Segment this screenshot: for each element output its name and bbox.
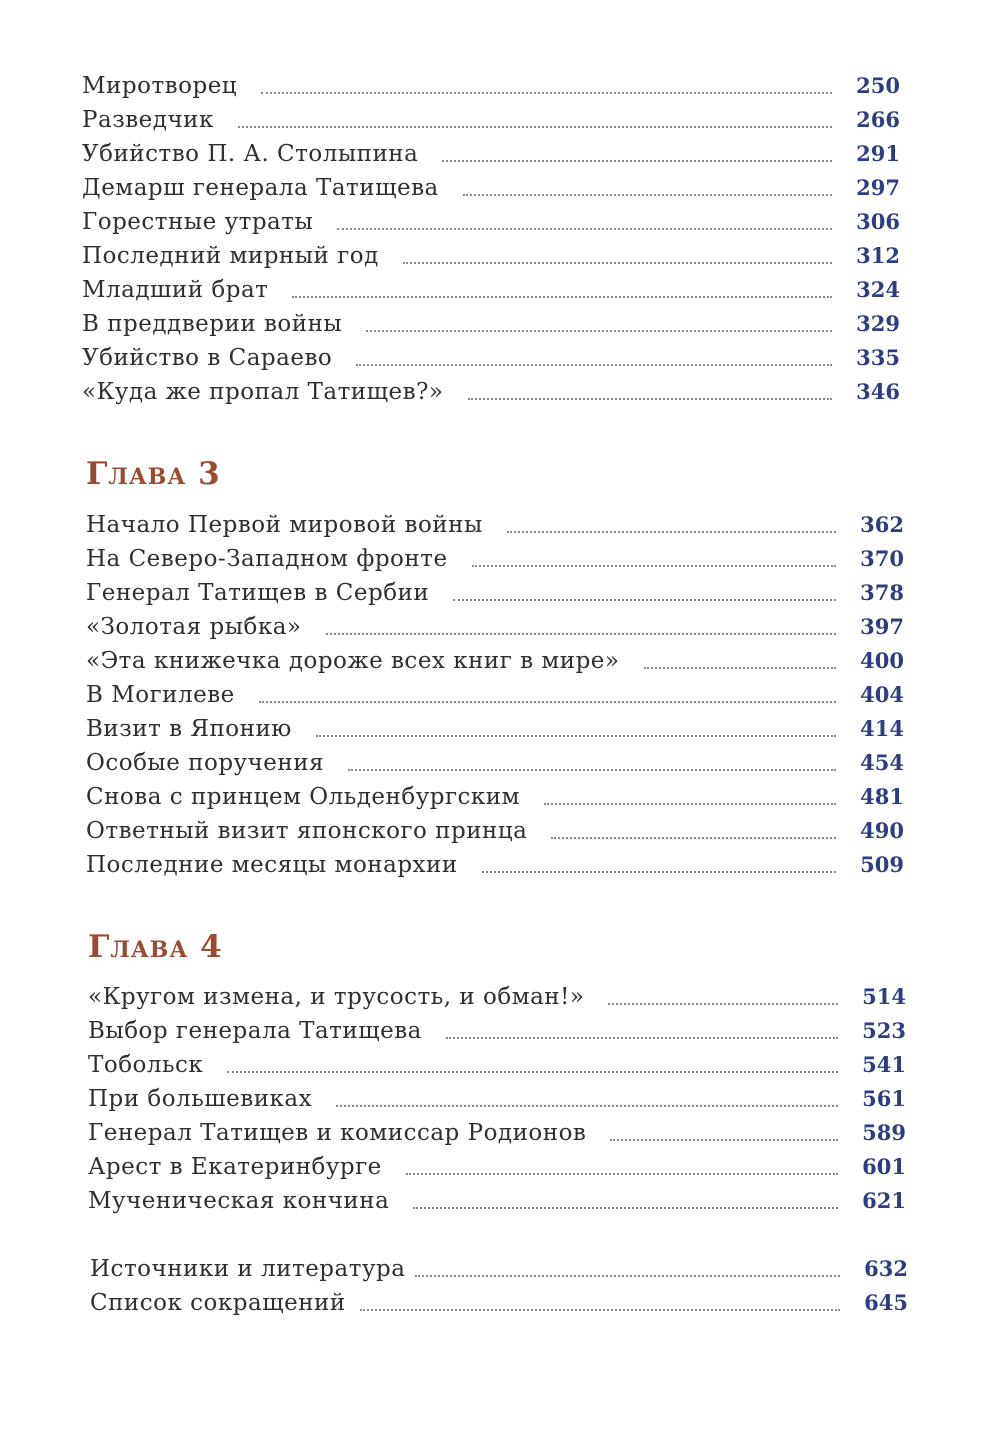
chapter-heading: Глава 3 — [86, 456, 221, 492]
toc-entry[interactable] — [86, 713, 904, 743]
dot-leader — [336, 1105, 838, 1107]
toc-entry[interactable] — [82, 172, 900, 202]
dot-leader — [413, 1207, 838, 1209]
toc-entry-title: Визит в Японию — [86, 716, 292, 742]
toc-entry[interactable] — [86, 849, 904, 879]
dot-leader — [507, 531, 836, 533]
dot-leader — [326, 633, 837, 635]
toc-entry-title: «Эта книжечка дороже всех книг в мире» — [86, 648, 620, 674]
toc-entry[interactable] — [86, 611, 904, 641]
toc-entry-title: Тобольск — [88, 1052, 204, 1078]
toc-entry-title: «Куда же пропал Татищев?» — [82, 379, 444, 405]
dot-leader — [403, 262, 832, 264]
toc-entry-page: 400 — [860, 648, 904, 673]
toc-entry[interactable] — [86, 645, 904, 675]
toc-entry-title: «Золотая рыбка» — [86, 614, 302, 640]
toc-entry-title: В Могилеве — [86, 682, 235, 708]
dot-leader — [463, 194, 832, 196]
toc-entry-title: При большевиках — [88, 1086, 313, 1112]
toc-entry-page: 632 — [864, 1256, 908, 1281]
dot-leader — [453, 599, 836, 601]
dot-leader — [316, 735, 836, 737]
toc-entry-page: 291 — [856, 141, 900, 166]
dot-leader — [608, 1003, 838, 1005]
toc-entry-title: Горестные утраты — [82, 209, 314, 235]
toc-entry-title: Младший брат — [82, 277, 269, 303]
toc-entry-title: Разведчик — [82, 107, 214, 133]
toc-entry-page: 589 — [862, 1120, 906, 1145]
toc-entry-title: Список сокращений — [90, 1290, 346, 1316]
toc-entry-page: 601 — [862, 1154, 906, 1179]
dot-leader — [356, 364, 832, 366]
toc-entry[interactable] — [86, 781, 904, 811]
toc-entry[interactable] — [82, 308, 900, 338]
toc-entry[interactable] — [86, 543, 904, 573]
dot-leader — [406, 1173, 838, 1175]
toc-entry[interactable] — [88, 1049, 906, 1079]
toc-entry-page: 414 — [860, 716, 904, 741]
toc-entry-page: 454 — [860, 750, 904, 775]
dot-leader — [415, 1275, 840, 1277]
toc-entry-title: Последний мирный год — [82, 243, 379, 269]
toc-entry[interactable] — [82, 70, 900, 100]
toc-entry-title: Последние месяцы монархии — [86, 852, 458, 878]
toc-entry-title: Генерал Татищев в Сербии — [86, 580, 430, 606]
toc-entry-page: 490 — [860, 818, 904, 843]
toc-entry[interactable] — [88, 1151, 906, 1181]
toc-entry[interactable] — [86, 815, 904, 845]
toc-entry[interactable] — [82, 274, 900, 304]
dot-leader — [472, 565, 836, 567]
toc-entry-title: Генерал Татищев и комиссар Родионов — [88, 1120, 587, 1146]
toc-entry-page: 335 — [856, 345, 900, 370]
toc-entry[interactable] — [88, 1083, 906, 1113]
toc-entry-title: Снова с принцем Ольденбургским — [86, 784, 520, 810]
toc-entry-page: 378 — [860, 580, 904, 605]
toc-entry[interactable] — [88, 1117, 906, 1147]
dot-leader — [610, 1139, 838, 1141]
dot-leader — [227, 1071, 838, 1073]
toc-entry-page: 306 — [856, 209, 900, 234]
dot-leader — [551, 837, 836, 839]
toc-entry-page: 509 — [860, 852, 904, 877]
toc-entry[interactable] — [88, 1185, 906, 1215]
toc-entry[interactable] — [90, 1287, 908, 1317]
toc-entry-title: На Северо-Западном фронте — [86, 546, 448, 572]
toc-entry-title: Арест в Екатеринбурге — [88, 1154, 382, 1180]
toc-entry[interactable] — [86, 509, 904, 539]
toc-entry-page: 312 — [856, 243, 900, 268]
toc-entry-page: 404 — [860, 682, 904, 707]
toc-entry-title: «Кругом измена, и трусость, и обман!» — [88, 984, 585, 1010]
toc-entry-page: 645 — [864, 1290, 908, 1315]
toc-entry-page: 266 — [856, 107, 900, 132]
toc-entry-page: 514 — [862, 984, 906, 1009]
dot-leader — [366, 330, 832, 332]
dot-leader — [442, 160, 832, 162]
dot-leader — [292, 296, 832, 298]
toc-entry[interactable] — [82, 342, 900, 372]
toc-entry-page: 541 — [862, 1052, 906, 1077]
dot-leader — [261, 92, 832, 94]
toc-entry[interactable] — [82, 240, 900, 270]
dot-leader — [337, 228, 832, 230]
toc-entry-title: Источники и литература — [90, 1256, 406, 1282]
toc-entry-page: 250 — [856, 73, 900, 98]
dot-leader — [259, 701, 836, 703]
toc-entry-page: 621 — [862, 1188, 906, 1213]
toc-entry-page: 370 — [860, 546, 904, 571]
chapter-heading: Глава 4 — [88, 929, 223, 965]
toc-entry[interactable] — [82, 376, 900, 406]
dot-leader — [348, 769, 836, 771]
toc-entry-page: 481 — [860, 784, 904, 809]
toc-entry-page: 561 — [862, 1086, 906, 1111]
toc-entry[interactable] — [82, 104, 900, 134]
toc-entry-title: Убийство в Сараево — [82, 345, 333, 371]
dot-leader — [468, 398, 833, 400]
toc-entry-title: В преддверии войны — [82, 311, 343, 337]
toc-entry-title: Мученическая кончина — [88, 1188, 390, 1214]
toc-entry[interactable] — [82, 138, 900, 168]
toc-entry-title: Начало Первой мировой войны — [86, 512, 483, 538]
toc-entry[interactable] — [82, 206, 900, 236]
dot-leader — [644, 667, 837, 669]
toc-entry[interactable] — [86, 747, 904, 777]
toc-entry[interactable] — [86, 679, 904, 709]
toc-entry[interactable] — [88, 981, 906, 1011]
toc-entry-title: Демарш генерала Татищева — [82, 175, 439, 201]
dot-leader — [446, 1037, 838, 1039]
toc-entry[interactable] — [88, 1015, 906, 1045]
toc-entry[interactable] — [86, 577, 904, 607]
toc-entry-title: Выбор генерала Татищева — [88, 1018, 422, 1044]
toc-entry-page: 523 — [862, 1018, 906, 1043]
toc-entry-title: Убийство П. А. Столыпина — [82, 141, 419, 167]
toc-entry-title: Особые поручения — [86, 750, 325, 776]
dot-leader — [544, 803, 836, 805]
toc-entry-page: 324 — [856, 277, 900, 302]
toc-entry-page: 397 — [860, 614, 904, 639]
toc-entry-page: 297 — [856, 175, 900, 200]
toc-entry-page: 362 — [860, 512, 904, 537]
toc-entry-page: 329 — [856, 311, 900, 336]
dot-leader — [482, 871, 836, 873]
toc-entry-title: Ответный визит японского принца — [86, 818, 528, 844]
dot-leader — [360, 1309, 840, 1311]
toc-entry-page: 346 — [856, 379, 900, 404]
dot-leader — [238, 126, 832, 128]
toc-entry-title: Миротворец — [82, 73, 238, 99]
toc-entry[interactable] — [90, 1253, 908, 1283]
